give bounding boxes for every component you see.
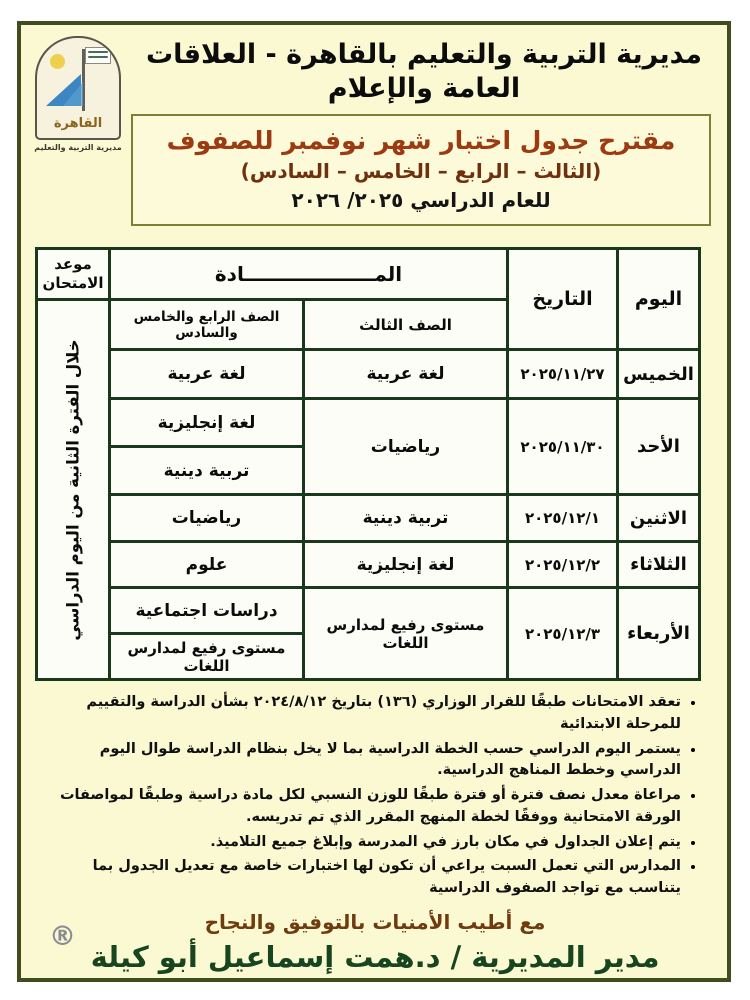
grades456-subject-cell: دراسات اجتماعية [110,588,304,634]
flag-wave-line [88,56,108,58]
logo-arch-icon [35,36,121,140]
wishes-line: مع أطيب الأمنيات بالتوفيق والنجاح [204,909,546,934]
col-header-day: اليوم [618,249,700,350]
notes-list [45,692,707,900]
table-row [37,542,700,588]
note-item: • يستمر اليوم الدراسي حسب الخطة الدراسية بما لا يخل بنظام الدراسة طوال اليوم الدراسي وخطط المناهج الدراسية. [45,739,681,783]
day-cell: الخميس [618,350,700,399]
day-cell: الاثنين [618,495,700,542]
col-header-grade3: الصف الثالث [304,300,508,350]
exam-schedule-table [35,247,701,681]
flag-icon [85,47,111,64]
note-item: • تعقد الامتحانات طبقًا للقرار الوزاري (١٣٦) بتاريخ ٢٠٢٤/٨/١٢ بشأن الدراسة والتقييم للمرحلة الابتدائية [45,692,681,736]
grade3-subject-cell: لغة عربية [304,350,508,399]
exam-period-note: خلال الفترة الثانية من اليوم الدراسي [63,338,83,641]
logo-city-label: القاهرة [53,116,103,131]
grade3-subject-cell: رياضيات [304,399,508,495]
page-title: مديرية التربية والتعليم بالقاهرة - العلاقات العامة والإعلام [146,39,702,104]
director-signature: مدير المديرية / د.همت إسماعيل أبو كيلة [90,939,660,974]
col-header-exam-time: موعد الامتحان [37,249,110,300]
note-item: • مراعاة معدل نصف فترة أو فترة طبقًا للوزن النسبي لكل مادة دراسية وطبقًا لمواصفات الورقة الامتحانية ووفقًا لخطة المنهج المقرر الذي تم تدريسه. [45,785,681,829]
date-cell: ٢٠٢٥/١١/٢٧ [508,350,618,399]
table-row [37,399,700,447]
grades456-subject-cell: لغة إنجليزية [110,399,304,447]
table-row [37,495,700,542]
sun-icon [50,54,65,69]
date-cell: ٢٠٢٥/١٢/٣ [508,588,618,680]
date-cell: ٢٠٢٥/١٢/٢ [508,542,618,588]
exam-period-cell [37,300,110,680]
exam-title-line1: مقترح جدول اختبار شهر نوفمبر للصفوف [166,125,676,155]
header-main-column [127,32,721,226]
flag-wave-line [88,51,108,53]
grades456-subject-cell: مستوى رفيع لمدارس اللغات [110,634,304,680]
logo-caption: مديرية التربية والتعليم [34,143,122,152]
col-header-date: التاريخ [508,249,618,350]
document-header [29,32,721,226]
exam-title-box [131,114,711,227]
grades456-subject-cell: لغة عربية [110,350,304,399]
day-cell: الأحد [618,399,700,495]
grade3-subject-cell: لغة إنجليزية [304,542,508,588]
grade3-subject-cell: مستوى رفيع لمدارس اللغات [304,588,508,680]
grades456-subject-cell: علوم [110,542,304,588]
registered-trademark-icon: ® [49,921,76,952]
col-header-subject: المـــــــــــــــــــادة [110,249,508,300]
date-cell: ٢٠٢٥/١٢/١ [508,495,618,542]
table-row [37,350,700,399]
grades456-subject-cell: رياضيات [110,495,304,542]
grade3-subject-cell: تربية دينية [304,495,508,542]
day-cell: الثلاثاء [618,542,700,588]
date-cell: ٢٠٢٥/١١/٣٠ [508,399,618,495]
note-item: • المدارس التي تعمل السبت يراعي أن تكون لها اختبارات خاصة مع تعديل الجدول بما يتناسب مع تواجد الصفوف الدراسية [45,856,681,900]
day-cell: الأربعاء [618,588,700,680]
exam-title-year: للعام الدراسي ٢٠٢٥/ ٢٠٢٦ [291,188,551,212]
col-header-grades456: الصف الرابع والخامس والسادس [110,300,304,350]
grades456-subject-cell: تربية دينية [110,447,304,495]
document-sheet [17,21,731,982]
document-footer [29,910,721,974]
note-item: • يتم إعلان الجداول في مكان بارز في المدرسة وإبلاغ جميع التلاميذ. [45,832,681,854]
exam-title-grades: (الثالث – الرابع – الخامس – السادس) [240,159,602,183]
table-row [37,588,700,634]
directorate-logo [29,32,127,152]
